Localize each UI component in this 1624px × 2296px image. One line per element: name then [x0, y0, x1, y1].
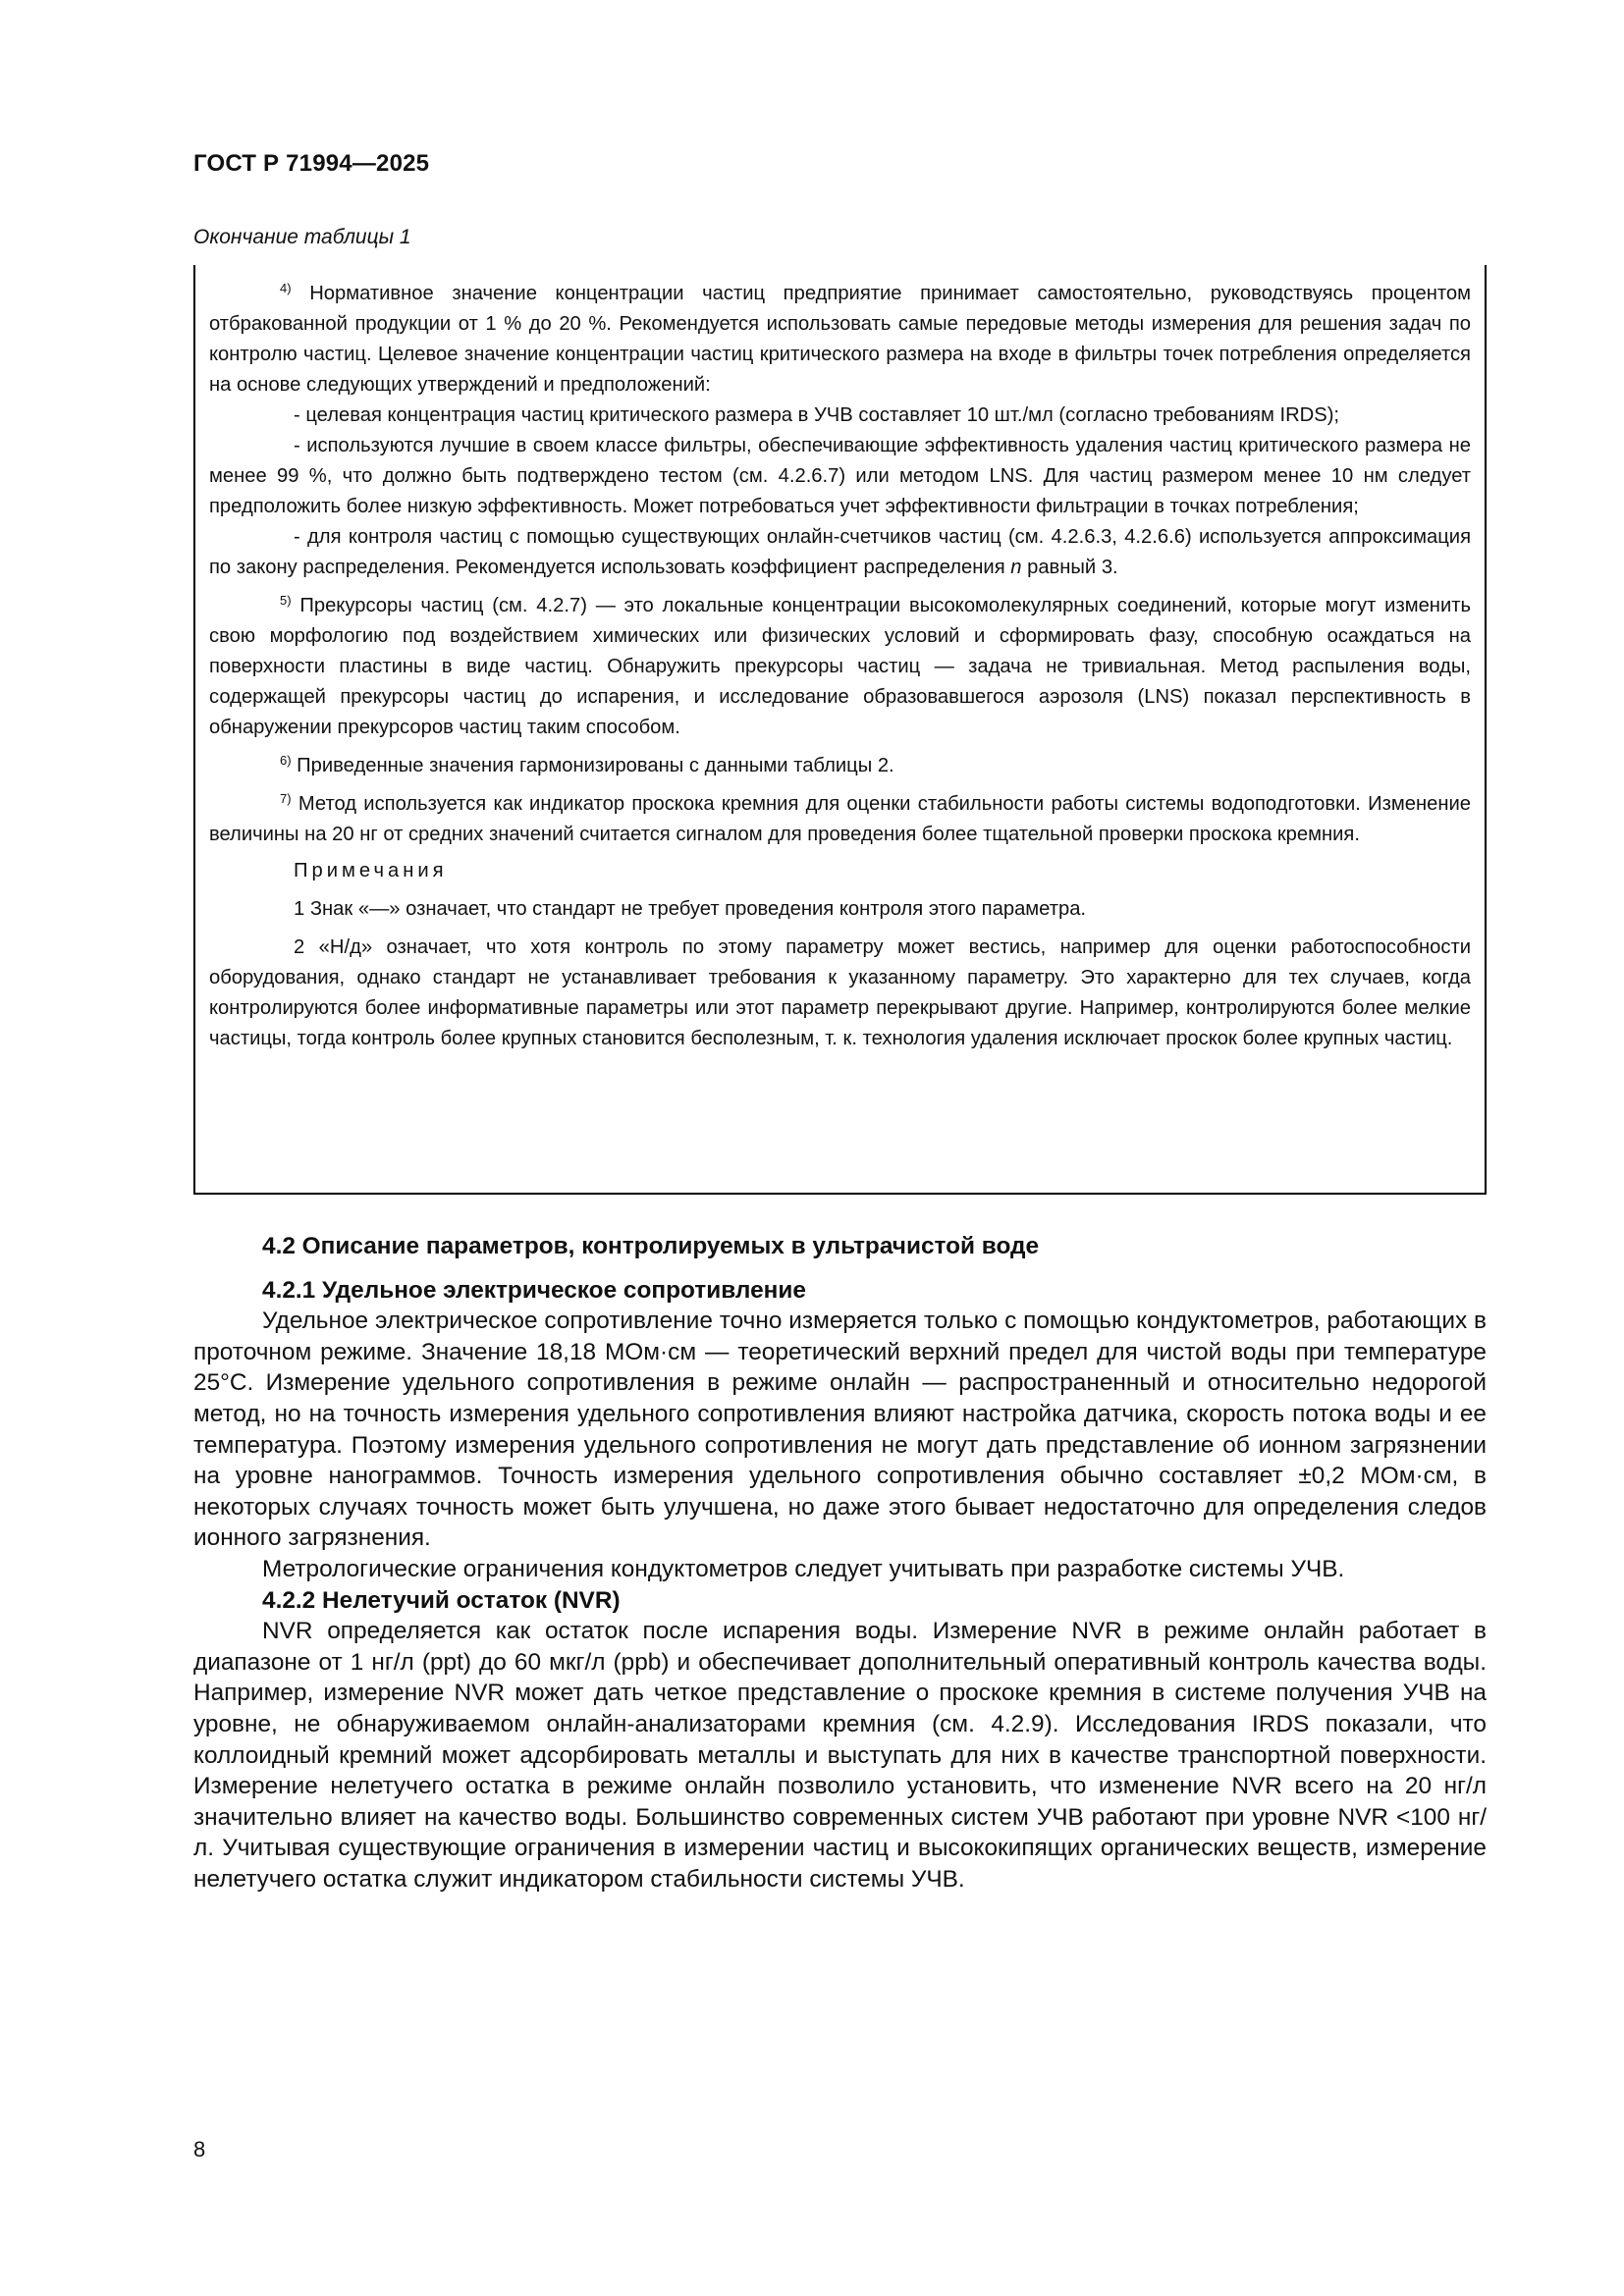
footnote-4 [209, 279, 1471, 400]
subsection-heading-4-2-1: 4.2.1 Удельное электрическое сопротивление [262, 1276, 806, 1304]
footnote-text: равный 3. [1021, 557, 1118, 578]
footnote-7 [209, 789, 1471, 850]
footnote-4-bullet: - целевая концентрация частиц критического размера в УЧВ составляет 10 шт./мл (согласно требованиям IRDS); [294, 404, 1340, 426]
note-2: 2 «Н/д» означает, что хотя контроль по этому параметру может вестись, например для оценки работоспособности оборудования, однако стандарт не устанавливает требования к указанному параметру. Это характерно для тех случаев, когда контролируются более информативные параметры или этот параметр перекрывают другие. Например, контролируются более мелкие частицы, тогда контроль более крупных становится бесполезным, т. к. технология удаления исключает проскок более крупных частиц. [209, 936, 1471, 1049]
footnote-text: Приведенные значения гармонизированы с данными таблицы 2. [297, 755, 894, 776]
paragraph: Метрологические ограничения кондуктометров следует учитывать при разработке системы УЧВ. [262, 1555, 1345, 1582]
note-1: 1 Знак «—» означает, что стандарт не требует проведения контроля этого параметра. [294, 898, 1087, 920]
variable-symbol: n [1010, 557, 1022, 578]
footnote-text: Прекурсоры частиц (см. 4.2.7) — это локальные концентрации высокомолекулярных соединений, которые могут изменить свою морфологию под воздействием химических или физических условий и сформировать фазу, способную осаждаться на поверхности пластины в виде частиц. Обнаружить прекурсоры частиц — задача не тривиальная. Метод распыления воды, содержащей прекурсоры частиц до испарения, и исследование образовавшегося аэрозоля (LNS) показал перспективность в обнаружении прекурсоров частиц таким способом. [209, 595, 1471, 738]
paragraph: NVR определяется как остаток после испарения воды. Измерение NVR в режиме онлайн работает в диапазоне от 1 нг/л (ppt) до 60 мкг/л (ppb) и обеспечивает дополнительный оперативный контроль качества воды. Например, измерение NVR может дать четкое представление о проскоке кремния в системе получения УЧВ на уровне, не обнаруживаемом онлайн-анализаторами кремния (см. 4.2.9). Исследования IRDS показали, что коллоидный кремний может адсорбировать металлы и выступать для них в качестве транспортной поверхности. Измерение нелетучего остатка в режиме онлайн позволило установить, что изменение NVR всего на 20 нг/л значительно влияет на качество воды. Большинство современных систем УЧВ работают при уровне NVR <100 нг/л. Учитывая существующие ограничения в измерении частиц и высококипящих органических веществ, измерение нелетучего остатка служит индикатором стабильности системы УЧВ. [193, 1618, 1487, 1893]
footnote-text: Метод используется как индикатор проскока кремния для оценки стабильности работы системы водоподготовки. Изменение величины на 20 нг от средних значений считается сигналом для проведения более тщательной проверки проскока кремния. [209, 793, 1472, 845]
footnote-mark: 5) [280, 593, 292, 608]
footnote-text: Нормативное значение концентрации частиц предприятие принимает самостоятельно, руководствуясь процентом отбракованной продукции от 1 % до 20 %. Рекомендуется использовать самые передовые методы измерения для решения задач по контролю частиц. Целевое значение концентрации частиц критического размера на входе в фильтры точек потребления определяется на основе следующих утверждений и предположений: [209, 283, 1472, 396]
subsection-heading-4-2-2: 4.2.2 Нелетучий остаток (NVR) [262, 1586, 621, 1614]
section-4-2 [193, 1231, 1487, 1895]
table-caption: Окончание таблицы 1 [193, 226, 411, 248]
section-heading: 4.2 Описание параметров, контролируемых в ультрачистой воде [262, 1233, 1040, 1259]
footnote-4-bullet [209, 522, 1471, 583]
footnote-mark: 6) [280, 753, 292, 768]
footnote-mark: 4) [280, 281, 292, 295]
table-footnotes-box [193, 265, 1487, 1195]
footnote-mark: 7) [280, 791, 292, 806]
footnote-6 [209, 751, 1471, 781]
footnote-5 [209, 591, 1471, 743]
notes-title: Примечания [294, 860, 448, 881]
document-header: ГОСТ Р 71994—2025 [193, 150, 430, 177]
page-number: 8 [193, 2137, 206, 2162]
footnote-text: - для контроля частиц с помощью существующих онлайн-счетчиков частиц (см. 4.2.6.3, 4.2.6.6) используется аппроксимация по закону распределения. Рекомендуется использовать коэффициент распределения [209, 526, 1471, 578]
footnote-4-bullet: - используются лучшие в своем классе фильтры, обеспечивающие эффективность удаления частиц критического размера не менее 99 %, что должно быть подтверждено тестом (см. 4.2.6.7) или методом LNS. Для частиц размером менее 10 нм следует предположить более низкую эффективность. Может потребоваться учет эффективности фильтрации в точках потребления; [209, 435, 1471, 517]
paragraph: Удельное электрическое сопротивление точно измеряется только с помощью кондуктометров, работающих в проточном режиме. Значение 18,18 МОм·см — теоретический верхний предел для чистой воды при температуре 25°С. Измерение удельного сопротивления в режиме онлайн — распространенный и относительно недорогой метод, но на точность измерения удельного сопротивления влияют настройка датчика, скорость потока воды и ее температура. Поэтому измерения удельного сопротивления не могут дать представление об ионном загрязнении на уровне нанограммов. Точность измерения удельного сопротивления обычно составляет ±0,2 МОм·см, в некоторых случаях точность может быть улучшена, но даже этого бывает недостаточно для определения следов ионного загрязнения. [193, 1308, 1487, 1552]
